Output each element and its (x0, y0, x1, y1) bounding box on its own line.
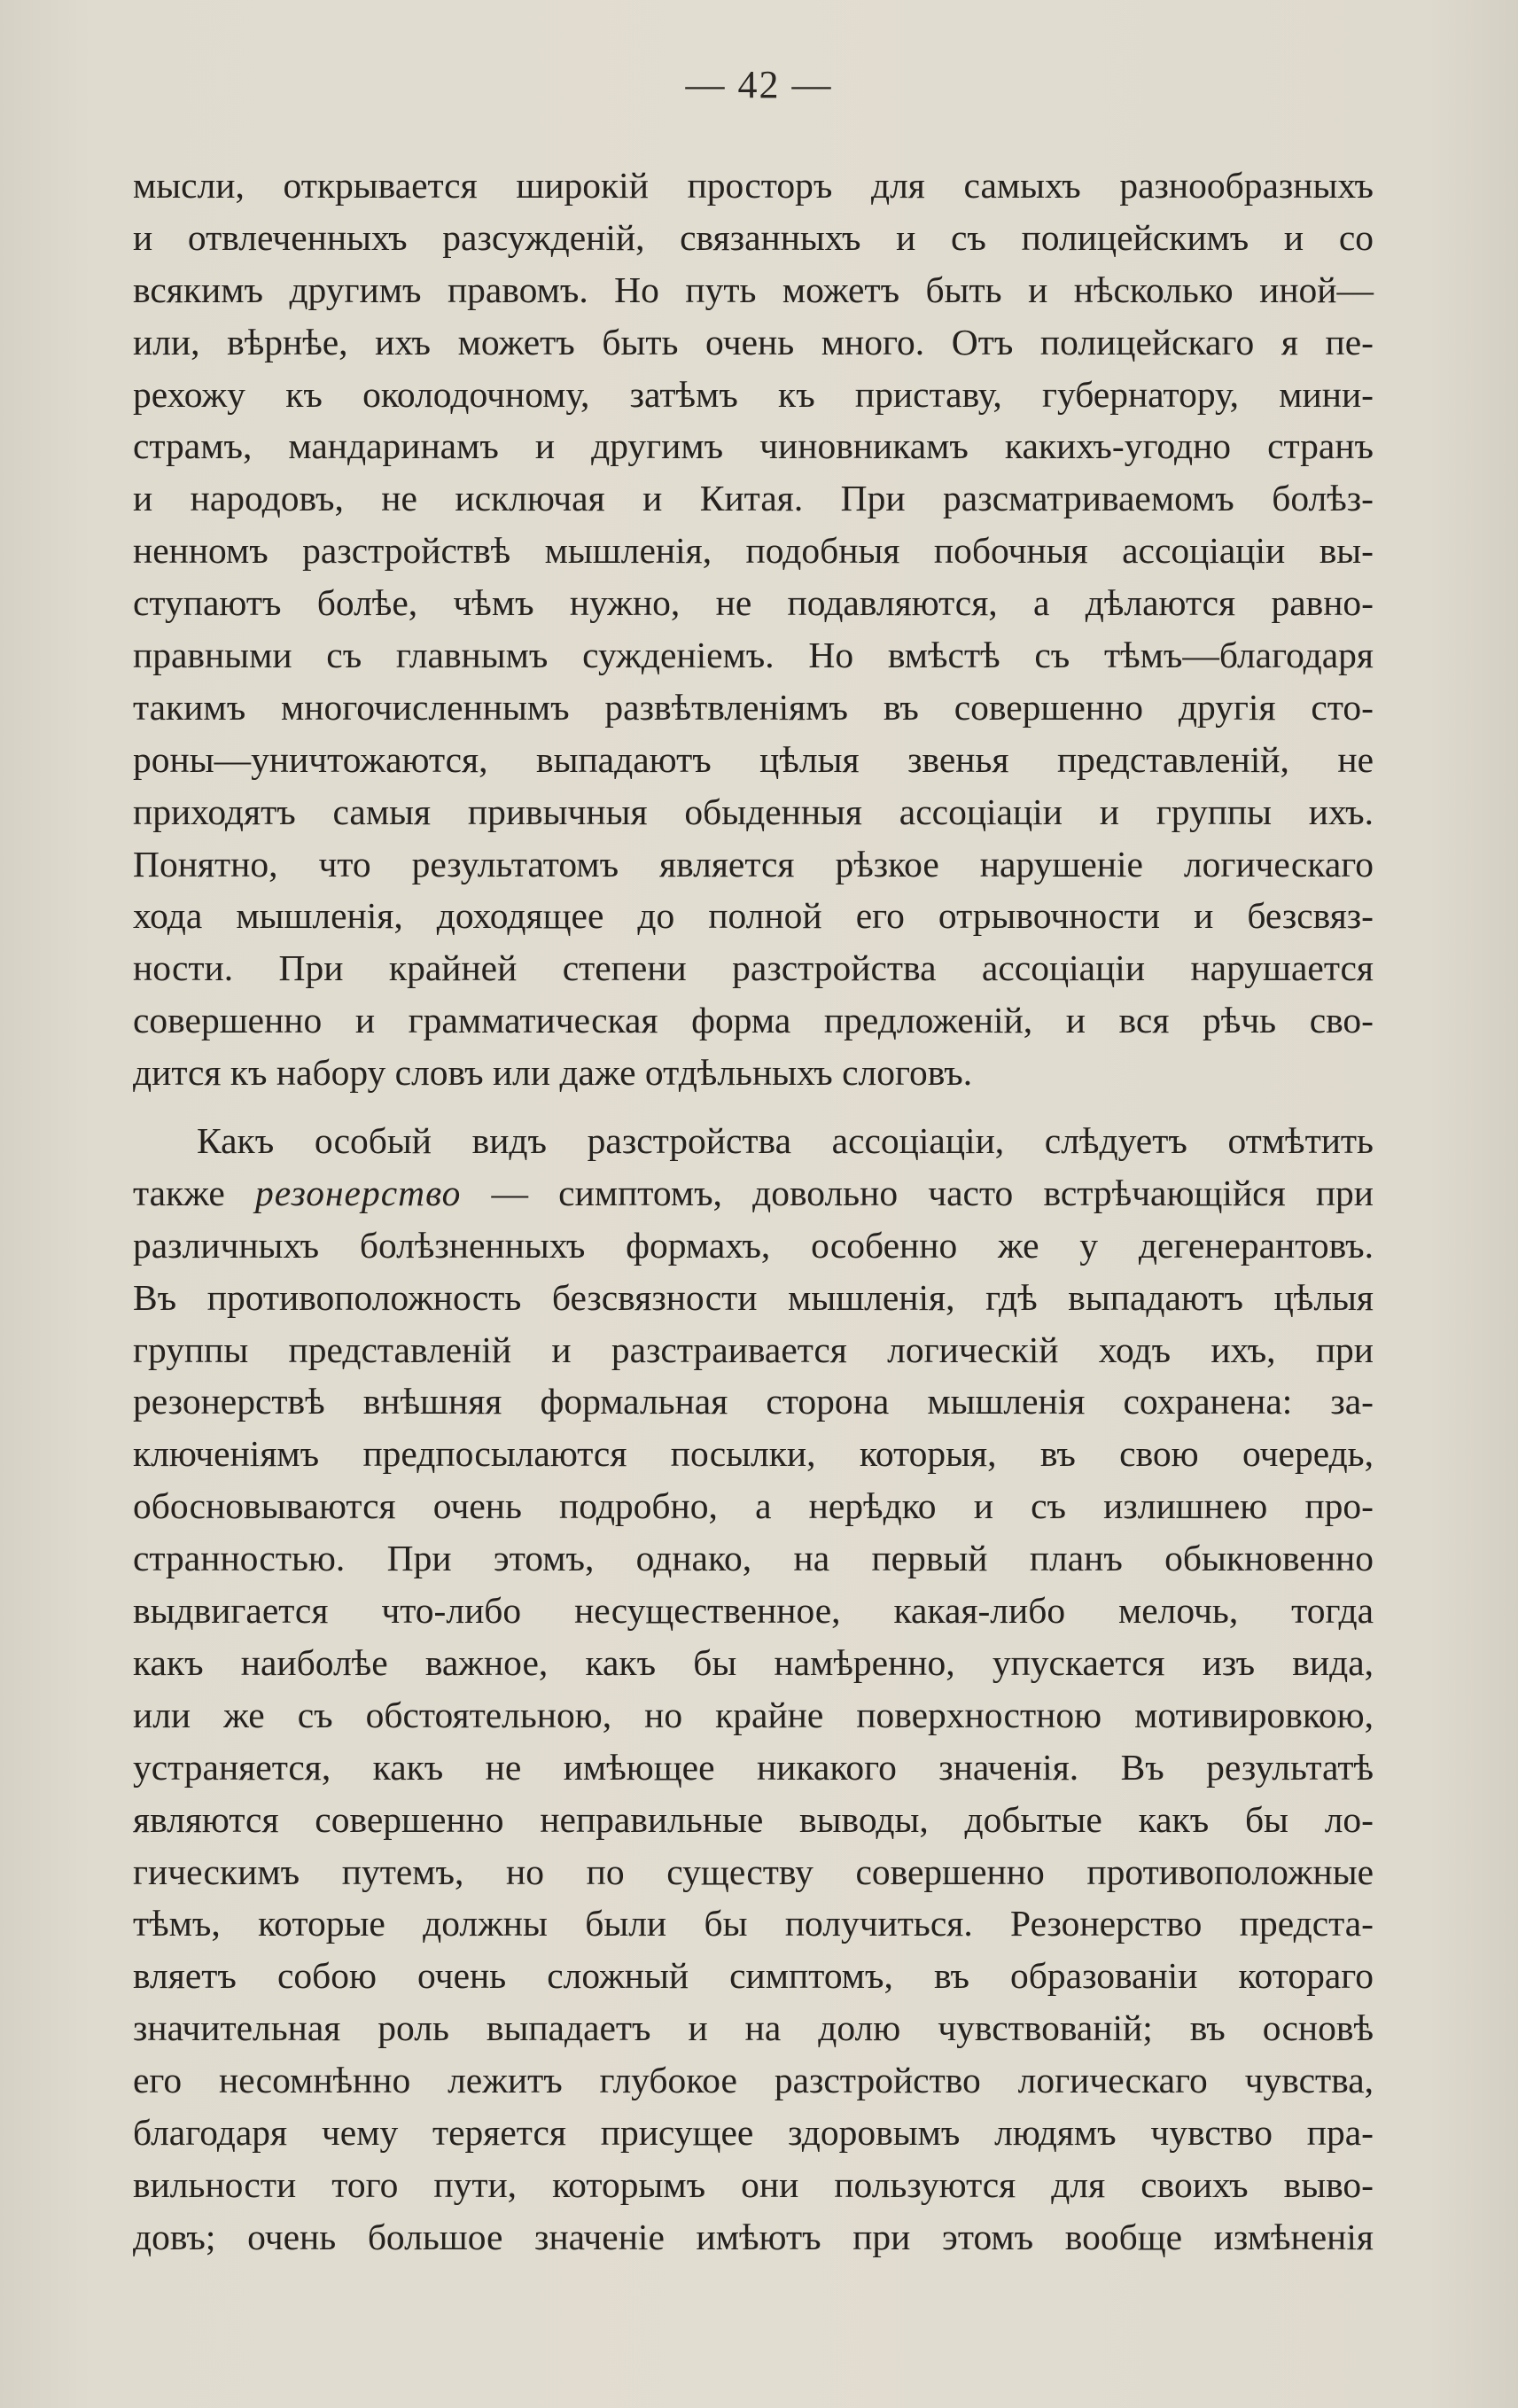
paragraph-2 (133, 1115, 1374, 2264)
text-line: устраняется, какъ не имѣющее никакого значенія. Въ результатѣ (133, 1746, 1374, 1788)
text-line: обосновываются очень подробно, а нерѣдко и съ излишнею про- (133, 1485, 1374, 1527)
text-line: ности. При крайней степени разстройства ассоціаціи нарушается (133, 947, 1374, 989)
text-line: ключеніямъ предпосылаются посылки, которыя, въ свою очередь, (133, 1433, 1374, 1475)
text-line: вляетъ собою очень сложный симптомъ, въ образованіи котораго (133, 1955, 1374, 1997)
text-line: совершенно и грамматическая форма предложеній, и вся рѣчь сво- (133, 1000, 1374, 1041)
text-line: Въ противоположность безсвязности мышленія, гдѣ выпадаютъ цѣлыя (133, 1276, 1374, 1318)
paragraph-gap (133, 1099, 1374, 1115)
text-line: и народовъ, не исключая и Китая. При разсматриваемомъ болѣз- (133, 478, 1374, 519)
text-line: его несомнѣнно лежитъ глубокое разстройство логическаго чувства, (133, 2060, 1374, 2101)
text-line: резонерствѣ внѣшняя формальная сторона мышленія сохранена: за- (133, 1381, 1374, 1422)
italic-term: резонерство (254, 1172, 462, 1213)
text-line: выдвигается что-либо несущественное, какая-либо мелочь, тогда (133, 1590, 1374, 1632)
text-line (133, 1167, 1374, 1220)
text-line: страмъ, мандаринамъ и другимъ чиновникамъ какихъ-угодно странъ (133, 425, 1374, 467)
text-line: и отвлеченныхъ разсужденій, связанныхъ и съ полицейскимъ и со (133, 216, 1374, 258)
paragraph-1 (133, 160, 1374, 1099)
text-line: значительная роль выпадаетъ и на долю чувствованій; въ основѣ (133, 2007, 1374, 2049)
text-line: благодаря чему теряется присущее здоровымъ людямъ чувство пра- (133, 2111, 1374, 2153)
text-line: различныхъ болѣзненныхъ формахъ, особенно же у дегенерантовъ. (133, 1224, 1374, 1266)
text-line: тѣмъ, которые должны были бы получиться. Резонерство предста- (133, 1903, 1374, 1944)
text-line: дится къ набору словъ или даже отдѣльныхъ слоговъ. (133, 1052, 973, 1094)
text-line: Какъ особый видъ разстройства ассоціаціи, слѣдуетъ отмѣтить (197, 1120, 1374, 1162)
text-line: Понятно, что результатомъ является рѣзкое нарушеніе логическаго (133, 843, 1374, 884)
text-line: ступаютъ болѣе, чѣмъ нужно, не подавляются, а дѣлаются равно- (133, 582, 1374, 624)
text-line: всякимъ другимъ правомъ. Но путь можетъ быть и нѣсколько иной— (133, 269, 1374, 310)
text-line: являются совершенно неправильные выводы, добытые какъ бы ло- (133, 1798, 1374, 1840)
page-number: — 42 — (685, 63, 833, 106)
text-line: или же съ обстоятельною, но крайне поверхностною мотивировкою, (133, 1694, 1374, 1735)
text-line: довъ; очень большое значеніе имѣютъ при этомъ вообще измѣненія (133, 2216, 1374, 2257)
body-text (133, 160, 1374, 2264)
text-line: гическимъ путемъ, но по существу совершенно противоположные (133, 1851, 1374, 1892)
text-line: группы представленій и разстраивается логическій ходъ ихъ, при (133, 1329, 1374, 1370)
text-line: роны—уничтожаются, выпадаютъ цѣлыя звенья представленій, не (133, 738, 1374, 780)
text-line: или, вѣрнѣе, ихъ можетъ быть очень много. Отъ полицейскаго я пе- (133, 321, 1374, 362)
text-line: мысли, открывается широкій просторъ для самыхъ разнообразныхъ (133, 165, 1374, 206)
text-fragment: — симптомъ, довольно часто встрѣчающійся при (491, 1172, 1374, 1213)
text-line: такимъ многочисленнымъ развѣтвленіямъ въ совершенно другія сто- (133, 686, 1374, 728)
text-line: приходятъ самыя привычныя обыденныя ассоціаціи и группы ихъ. (133, 791, 1374, 832)
text-line: ненномъ разстройствѣ мышленія, подобныя побочныя ассоціаціи вы- (133, 530, 1374, 572)
text-line: хода мышленія, доходящее до полной его отрывочности и безсвяз- (133, 895, 1374, 937)
text-line: правными съ главнымъ сужденіемъ. Но вмѣстѣ съ тѣмъ—благодаря (133, 635, 1374, 676)
text-line: какъ наиболѣе важное, какъ бы намѣренно, упускается изъ вида, (133, 1641, 1374, 1683)
text-line: вильности того пути, которымъ они пользуются для своихъ выво- (133, 2163, 1374, 2205)
text-fragment: также (133, 1172, 225, 1213)
text-line: странностью. При этомъ, однако, на первый планъ обыкновенно (133, 1538, 1374, 1579)
text-line: рехожу къ околодочному, затѣмъ къ приставу, губернатору, мини- (133, 373, 1374, 415)
